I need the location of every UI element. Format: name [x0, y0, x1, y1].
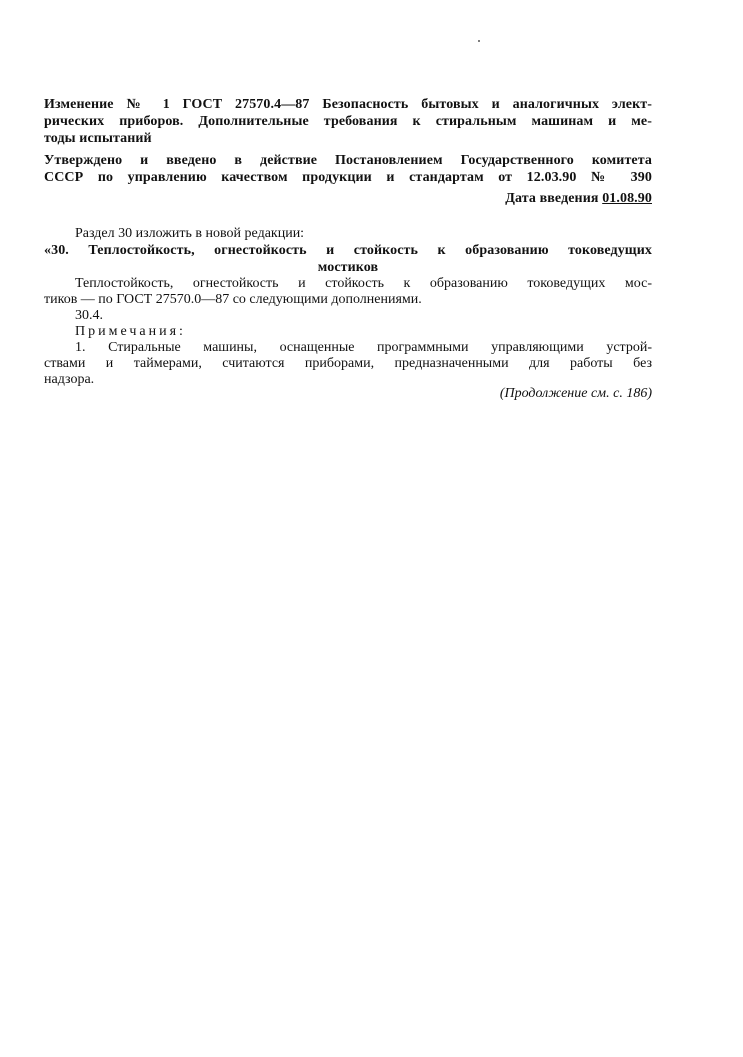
- note-line: 1. Стиральные машины, оснащенные программными управляющими устрой-: [75, 340, 652, 355]
- amendment-title-line: тоды испытаний: [44, 131, 152, 146]
- clause-number: 30.4.: [75, 308, 103, 323]
- scan-speck: [478, 40, 480, 42]
- section-title: «30. Теплостойкость, огнестойкость и стойкость к образованию токоведущих: [44, 243, 652, 258]
- paragraph-line: тиков — по ГОСТ 27570.0—87 со следующими дополнениями.: [44, 292, 422, 307]
- paragraph-line: Теплостойкость, огнестойкость и стойкость к образованию токоведущих мос-: [75, 276, 652, 291]
- approval-line: СССР по управлению качеством продукции и стандартам от 12.03.90 № 390: [44, 170, 652, 185]
- note-line: ствами и таймерами, считаются приборами, предназначенными для работы без: [44, 356, 652, 371]
- effective-date: [44, 190, 652, 207]
- intro-text: Раздел 30 изложить в новой редакции:: [75, 226, 305, 241]
- section-title-continuation: мостиков: [317, 260, 379, 275]
- approval-statement: [44, 152, 652, 186]
- notes-label: Примечания:: [75, 324, 186, 339]
- amendment-body: [44, 226, 652, 388]
- amendment-title-line: рических приборов. Дополнительные требования к стиральным машинам и ме-: [44, 114, 652, 129]
- effective-date-value: 01.08.90: [602, 191, 652, 206]
- approval-line: Утверждено и введено в действие Постановлением Государственного комитета: [44, 153, 652, 168]
- effective-date-label: Дата введения: [505, 191, 599, 206]
- amendment-title-line: Изменение № 1 ГОСТ 27570.4—87 Безопасность бытовых и аналогичных элект-: [44, 97, 652, 112]
- note-line: надзора.: [44, 372, 95, 387]
- continuation-note: [44, 386, 652, 402]
- continued-text: (Продолжение см. с. 186): [499, 386, 652, 401]
- amendment-title: [44, 96, 652, 147]
